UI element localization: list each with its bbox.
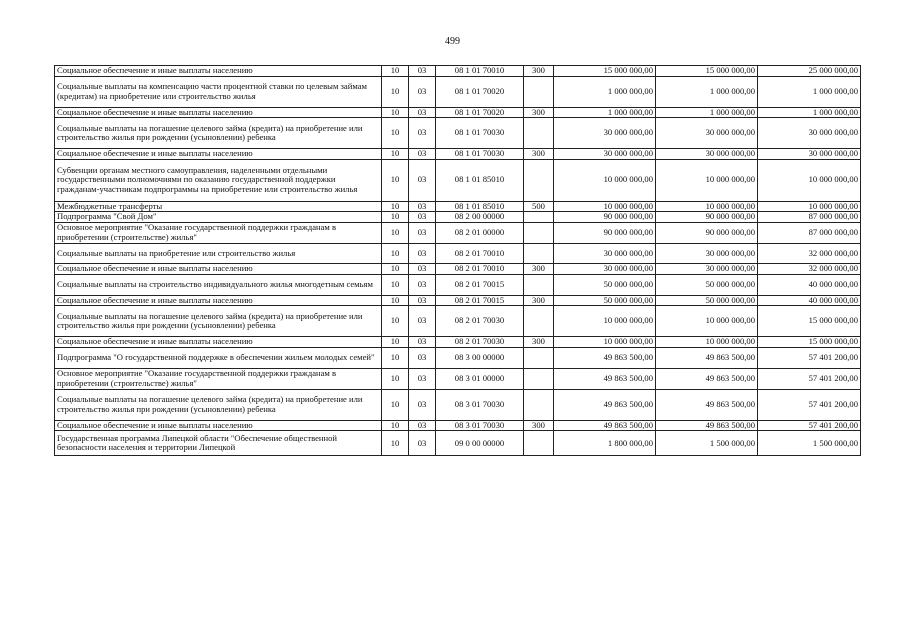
amount-year-3-cell: 1 500 000,00 [758, 431, 861, 456]
table-row [55, 306, 861, 337]
target-code-cell: 08 1 01 85010 [436, 201, 524, 212]
amount-year-2-cell: 49 863 500,00 [656, 420, 758, 431]
amount-year-3-cell: 30 000 000,00 [758, 118, 861, 149]
subsection-cell: 03 [409, 243, 436, 263]
section-cell: 10 [382, 389, 409, 420]
amount-year-2-cell: 49 863 500,00 [656, 347, 758, 368]
amount-year-2-cell: 10 000 000,00 [656, 159, 758, 201]
subsection-cell: 03 [409, 118, 436, 149]
expense-type-cell: 300 [524, 295, 554, 306]
amount-year-3-cell: 1 000 000,00 [758, 76, 861, 107]
amount-year-2-cell: 30 000 000,00 [656, 149, 758, 160]
table-row [55, 118, 861, 149]
target-code-cell: 08 3 01 00000 [436, 368, 524, 389]
row-name-cell: Социальное обеспечение и иные выплаты населению [55, 420, 382, 431]
amount-year-3-cell: 1 000 000,00 [758, 107, 861, 118]
row-name-cell: Социальное обеспечение и иные выплаты населению [55, 263, 382, 274]
section-cell: 10 [382, 212, 409, 223]
section-cell: 10 [382, 76, 409, 107]
amount-year-3-cell: 57 401 200,00 [758, 368, 861, 389]
target-code-cell: 08 2 01 70015 [436, 274, 524, 295]
subsection-cell: 03 [409, 337, 436, 348]
subsection-cell: 03 [409, 368, 436, 389]
subsection-cell: 03 [409, 431, 436, 456]
section-cell: 10 [382, 222, 409, 243]
subsection-cell: 03 [409, 159, 436, 201]
target-code-cell: 08 2 01 70030 [436, 306, 524, 337]
row-name-cell: Социальные выплаты на погашение целевого займа (кредита) на приобретение или строительство жилья при рождении (усыновлении) ребенка [55, 306, 382, 337]
amount-year-3-cell: 30 000 000,00 [758, 149, 861, 160]
expense-type-cell [524, 389, 554, 420]
amount-year-1-cell: 50 000 000,00 [554, 295, 656, 306]
table-row [55, 222, 861, 243]
target-code-cell: 08 2 01 70010 [436, 263, 524, 274]
amount-year-2-cell: 30 000 000,00 [656, 263, 758, 274]
row-name-cell: Подпрограмма "О государственной поддержке в обеспечении жильем молодых семей" [55, 347, 382, 368]
amount-year-3-cell: 87 000 000,00 [758, 222, 861, 243]
amount-year-3-cell: 25 000 000,00 [758, 66, 861, 77]
expense-type-cell [524, 159, 554, 201]
subsection-cell: 03 [409, 66, 436, 77]
expense-type-cell: 300 [524, 107, 554, 118]
section-cell: 10 [382, 66, 409, 77]
subsection-cell: 03 [409, 295, 436, 306]
target-code-cell: 08 3 01 70030 [436, 420, 524, 431]
table-row [55, 337, 861, 348]
target-code-cell: 08 1 01 70010 [436, 66, 524, 77]
target-code-cell: 08 2 01 70030 [436, 337, 524, 348]
amount-year-1-cell: 10 000 000,00 [554, 337, 656, 348]
amount-year-3-cell: 10 000 000,00 [758, 201, 861, 212]
amount-year-1-cell: 10 000 000,00 [554, 201, 656, 212]
amount-year-2-cell: 50 000 000,00 [656, 274, 758, 295]
expense-type-cell [524, 212, 554, 223]
amount-year-2-cell: 1 500 000,00 [656, 431, 758, 456]
section-cell: 10 [382, 159, 409, 201]
row-name-cell: Подпрограмма "Свой Дом" [55, 212, 382, 223]
row-name-cell: Социальные выплаты на погашение целевого займа (кредита) на приобретение или строительство жилья при рождении (усыновлении) ребенка [55, 118, 382, 149]
table-row [55, 274, 861, 295]
table-row [55, 431, 861, 456]
table-row [55, 368, 861, 389]
row-name-cell: Основное мероприятие "Оказание государственной поддержки гражданам в приобретении (строительстве) жилья" [55, 222, 382, 243]
amount-year-1-cell: 30 000 000,00 [554, 243, 656, 263]
row-name-cell: Социальное обеспечение и иные выплаты населению [55, 66, 382, 77]
target-code-cell: 08 1 01 70030 [436, 149, 524, 160]
subsection-cell: 03 [409, 222, 436, 243]
row-name-cell: Социальные выплаты на погашение целевого займа (кредита) на приобретение или строительство жилья при рождении (усыновлении) ребенка [55, 389, 382, 420]
section-cell: 10 [382, 347, 409, 368]
amount-year-2-cell: 10 000 000,00 [656, 337, 758, 348]
row-name-cell: Социальное обеспечение и иные выплаты населению [55, 295, 382, 306]
amount-year-1-cell: 90 000 000,00 [554, 212, 656, 223]
table-row [55, 66, 861, 77]
expense-type-cell [524, 347, 554, 368]
amount-year-3-cell: 57 401 200,00 [758, 420, 861, 431]
amount-year-1-cell: 30 000 000,00 [554, 263, 656, 274]
amount-year-3-cell: 32 000 000,00 [758, 263, 861, 274]
amount-year-1-cell: 49 863 500,00 [554, 420, 656, 431]
expense-type-cell: 300 [524, 263, 554, 274]
target-code-cell: 08 1 01 70020 [436, 76, 524, 107]
amount-year-1-cell: 1 000 000,00 [554, 76, 656, 107]
expense-type-cell: 300 [524, 420, 554, 431]
amount-year-1-cell: 30 000 000,00 [554, 149, 656, 160]
amount-year-1-cell: 10 000 000,00 [554, 306, 656, 337]
expense-type-cell [524, 222, 554, 243]
expense-type-cell [524, 274, 554, 295]
amount-year-1-cell: 90 000 000,00 [554, 222, 656, 243]
subsection-cell: 03 [409, 76, 436, 107]
expense-type-cell: 500 [524, 201, 554, 212]
section-cell: 10 [382, 368, 409, 389]
amount-year-3-cell: 32 000 000,00 [758, 243, 861, 263]
subsection-cell: 03 [409, 201, 436, 212]
section-cell: 10 [382, 306, 409, 337]
subsection-cell: 03 [409, 389, 436, 420]
page-number: 499 [445, 36, 460, 47]
amount-year-2-cell: 15 000 000,00 [656, 66, 758, 77]
table-row [55, 76, 861, 107]
target-code-cell: 08 1 01 70030 [436, 118, 524, 149]
row-name-cell: Субвенции органам местного самоуправления, наделенными отдельными государственными полномочиями по оказанию государственной поддержки гражданам-участникам подпрограммы на приобретение или строительство жилья [55, 159, 382, 201]
amount-year-1-cell: 49 863 500,00 [554, 389, 656, 420]
row-name-cell: Государственная программа Липецкой области "Обеспечение общественной безопасности населения и территории Липецкой [55, 431, 382, 456]
amount-year-2-cell: 49 863 500,00 [656, 368, 758, 389]
target-code-cell: 08 1 01 85010 [436, 159, 524, 201]
amount-year-3-cell: 87 000 000,00 [758, 212, 861, 223]
amount-year-3-cell: 57 401 200,00 [758, 347, 861, 368]
amount-year-2-cell: 10 000 000,00 [656, 201, 758, 212]
expense-type-cell [524, 243, 554, 263]
section-cell: 10 [382, 431, 409, 456]
expense-type-cell: 300 [524, 149, 554, 160]
table-row [55, 243, 861, 263]
row-name-cell: Межбюджетные трансферты [55, 201, 382, 212]
expense-type-cell: 300 [524, 66, 554, 77]
table-row [55, 149, 861, 160]
amount-year-1-cell: 49 863 500,00 [554, 368, 656, 389]
amount-year-2-cell: 49 863 500,00 [656, 389, 758, 420]
table-row [55, 107, 861, 118]
target-code-cell: 08 2 00 00000 [436, 212, 524, 223]
amount-year-3-cell: 57 401 200,00 [758, 389, 861, 420]
amount-year-2-cell: 10 000 000,00 [656, 306, 758, 337]
expense-type-cell: 300 [524, 337, 554, 348]
amount-year-3-cell: 15 000 000,00 [758, 337, 861, 348]
section-cell: 10 [382, 337, 409, 348]
section-cell: 10 [382, 149, 409, 160]
table-row [55, 263, 861, 274]
row-name-cell: Социальные выплаты на строительство индивидуального жилья многодетным семьям [55, 274, 382, 295]
table-row [55, 389, 861, 420]
row-name-cell: Социальные выплаты на компенсацию части процентной ставки по целевым займам (кредитам) на приобретение или строительство жилья [55, 76, 382, 107]
table-row [55, 159, 861, 201]
amount-year-2-cell: 1 000 000,00 [656, 76, 758, 107]
amount-year-1-cell: 10 000 000,00 [554, 159, 656, 201]
amount-year-1-cell: 49 863 500,00 [554, 347, 656, 368]
target-code-cell: 08 2 01 70015 [436, 295, 524, 306]
amount-year-3-cell: 40 000 000,00 [758, 274, 861, 295]
subsection-cell: 03 [409, 274, 436, 295]
amount-year-2-cell: 1 000 000,00 [656, 107, 758, 118]
target-code-cell: 09 0 00 00000 [436, 431, 524, 456]
amount-year-3-cell: 40 000 000,00 [758, 295, 861, 306]
section-cell: 10 [382, 201, 409, 212]
row-name-cell: Социальное обеспечение и иные выплаты населению [55, 107, 382, 118]
target-code-cell: 08 2 01 70010 [436, 243, 524, 263]
amount-year-2-cell: 90 000 000,00 [656, 222, 758, 243]
amount-year-1-cell: 30 000 000,00 [554, 118, 656, 149]
target-code-cell: 08 1 01 70020 [436, 107, 524, 118]
subsection-cell: 03 [409, 212, 436, 223]
amount-year-3-cell: 10 000 000,00 [758, 159, 861, 201]
table-row [55, 295, 861, 306]
amount-year-2-cell: 30 000 000,00 [656, 118, 758, 149]
amount-year-1-cell: 15 000 000,00 [554, 66, 656, 77]
expense-type-cell [524, 118, 554, 149]
table-row [55, 201, 861, 212]
section-cell: 10 [382, 107, 409, 118]
table-row [55, 347, 861, 368]
row-name-cell: Социальное обеспечение и иные выплаты населению [55, 149, 382, 160]
section-cell: 10 [382, 420, 409, 431]
amount-year-2-cell: 90 000 000,00 [656, 212, 758, 223]
expense-type-cell [524, 368, 554, 389]
budget-table [54, 65, 861, 456]
target-code-cell: 08 3 00 00000 [436, 347, 524, 368]
amount-year-2-cell: 50 000 000,00 [656, 295, 758, 306]
section-cell: 10 [382, 295, 409, 306]
row-name-cell: Социальное обеспечение и иные выплаты населению [55, 337, 382, 348]
target-code-cell: 08 2 01 00000 [436, 222, 524, 243]
amount-year-3-cell: 15 000 000,00 [758, 306, 861, 337]
subsection-cell: 03 [409, 347, 436, 368]
section-cell: 10 [382, 243, 409, 263]
amount-year-2-cell: 30 000 000,00 [656, 243, 758, 263]
table-row [55, 420, 861, 431]
section-cell: 10 [382, 274, 409, 295]
row-name-cell: Социальные выплаты на приобретение или строительство жилья [55, 243, 382, 263]
subsection-cell: 03 [409, 107, 436, 118]
subsection-cell: 03 [409, 149, 436, 160]
row-name-cell: Основное мероприятие "Оказание государственной поддержки гражданам в приобретении (строительстве) жилья" [55, 368, 382, 389]
expense-type-cell [524, 431, 554, 456]
amount-year-1-cell: 50 000 000,00 [554, 274, 656, 295]
target-code-cell: 08 3 01 70030 [436, 389, 524, 420]
table-row [55, 212, 861, 223]
subsection-cell: 03 [409, 263, 436, 274]
subsection-cell: 03 [409, 306, 436, 337]
amount-year-1-cell: 1 800 000,00 [554, 431, 656, 456]
expense-type-cell [524, 306, 554, 337]
subsection-cell: 03 [409, 420, 436, 431]
expense-type-cell [524, 76, 554, 107]
section-cell: 10 [382, 118, 409, 149]
amount-year-1-cell: 1 000 000,00 [554, 107, 656, 118]
section-cell: 10 [382, 263, 409, 274]
